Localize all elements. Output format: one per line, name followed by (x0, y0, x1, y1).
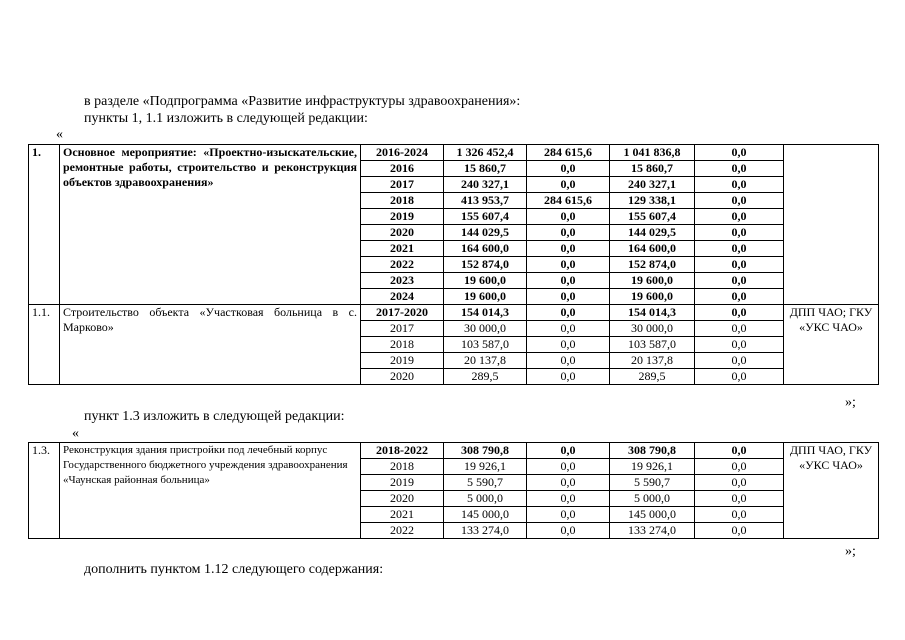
period-cell: 2022 (361, 523, 444, 539)
federal-cell: 0,0 (527, 161, 610, 177)
total-cell: 145 000,0 (444, 507, 527, 523)
measure-name: Реконструкция здания пристройки под лечебный корпус Государственного бюджетного учреждения здравоохранения «Чаунская районная больница» (60, 443, 361, 539)
period-cell: 2016-2024 (361, 145, 444, 161)
period-cell: 2018-2022 (361, 443, 444, 459)
regional-cell: 145 000,0 (610, 507, 695, 523)
federal-cell: 0,0 (527, 241, 610, 257)
period-cell: 2020 (361, 369, 444, 385)
regional-cell: 103 587,0 (610, 337, 695, 353)
table-row (29, 305, 879, 321)
table-row (29, 443, 879, 459)
total-cell: 19 600,0 (444, 273, 527, 289)
regional-cell: 289,5 (610, 369, 695, 385)
federal-cell: 284 615,6 (527, 145, 610, 161)
regional-cell: 1 041 836,8 (610, 145, 695, 161)
period-cell: 2022 (361, 257, 444, 273)
period-cell: 2021 (361, 241, 444, 257)
regional-cell: 15 860,7 (610, 161, 695, 177)
regional-cell: 154 014,3 (610, 305, 695, 321)
row-number: 1.1. (29, 305, 60, 385)
regional-cell: 5 590,7 (610, 475, 695, 491)
total-cell: 154 014,3 (444, 305, 527, 321)
regional-cell: 308 790,8 (610, 443, 695, 459)
other-cell: 0,0 (695, 257, 784, 273)
total-cell: 5 000,0 (444, 491, 527, 507)
other-cell: 0,0 (695, 491, 784, 507)
executor-cell: ДПП ЧАО, ГКУ «УКС ЧАО» (784, 443, 879, 539)
other-cell: 0,0 (695, 353, 784, 369)
period-cell: 2017 (361, 321, 444, 337)
other-cell: 0,0 (695, 161, 784, 177)
total-cell: 15 860,7 (444, 161, 527, 177)
executor-cell: ДПП ЧАО; ГКУ «УКС ЧАО» (784, 305, 879, 385)
period-cell: 2018 (361, 337, 444, 353)
regional-cell: 133 274,0 (610, 523, 695, 539)
mid-line: пункт 1.3 изложить в следующей редакции: (84, 409, 345, 424)
regional-cell: 240 327,1 (610, 177, 695, 193)
period-cell: 2018 (361, 459, 444, 475)
federal-cell: 0,0 (527, 305, 610, 321)
regional-cell: 152 874,0 (610, 257, 695, 273)
federal-cell: 0,0 (527, 459, 610, 475)
regional-cell: 5 000,0 (610, 491, 695, 507)
federal-cell: 284 615,6 (527, 193, 610, 209)
total-cell: 103 587,0 (444, 337, 527, 353)
federal-cell: 0,0 (527, 209, 610, 225)
other-cell: 0,0 (695, 523, 784, 539)
other-cell: 0,0 (695, 459, 784, 475)
other-cell: 0,0 (695, 475, 784, 491)
period-cell: 2016 (361, 161, 444, 177)
total-cell: 5 590,7 (444, 475, 527, 491)
period-cell: 2017-2020 (361, 305, 444, 321)
total-cell: 1 326 452,4 (444, 145, 527, 161)
other-cell: 0,0 (695, 337, 784, 353)
measure-name: Основное мероприятие: «Проектно-изыскательские, ремонтные работы, строительство и реконструкция объектов здравоохранения» (60, 145, 361, 305)
period-cell: 2018 (361, 193, 444, 209)
executor-cell (784, 145, 879, 305)
table-row (29, 145, 879, 161)
close-quote-2: »; (845, 544, 856, 559)
other-cell: 0,0 (695, 177, 784, 193)
regional-cell: 144 029,5 (610, 225, 695, 241)
other-cell: 0,0 (695, 209, 784, 225)
regional-cell: 30 000,0 (610, 321, 695, 337)
other-cell: 0,0 (695, 305, 784, 321)
federal-cell: 0,0 (527, 523, 610, 539)
period-cell: 2020 (361, 225, 444, 241)
total-cell: 308 790,8 (444, 443, 527, 459)
period-cell: 2021 (361, 507, 444, 523)
table-2 (28, 442, 879, 539)
measure-name: Строительство объекта «Участковая больница в с. Марково» (60, 305, 361, 385)
total-cell: 289,5 (444, 369, 527, 385)
regional-cell: 164 600,0 (610, 241, 695, 257)
intro-line-2: пункты 1, 1.1 изложить в следующей редакции: (84, 111, 368, 126)
regional-cell: 19 600,0 (610, 289, 695, 305)
federal-cell: 0,0 (527, 257, 610, 273)
regional-cell: 129 338,1 (610, 193, 695, 209)
federal-cell: 0,0 (527, 337, 610, 353)
row-number: 1. (29, 145, 60, 305)
total-cell: 133 274,0 (444, 523, 527, 539)
federal-cell: 0,0 (527, 475, 610, 491)
total-cell: 155 607,4 (444, 209, 527, 225)
outro-line: дополнить пунктом 1.12 следующего содержания: (84, 562, 384, 577)
period-cell: 2023 (361, 273, 444, 289)
regional-cell: 20 137,8 (610, 353, 695, 369)
regional-cell: 19 926,1 (610, 459, 695, 475)
period-cell: 2020 (361, 491, 444, 507)
federal-cell: 0,0 (527, 353, 610, 369)
open-quote-2: « (72, 426, 79, 441)
federal-cell: 0,0 (527, 507, 610, 523)
federal-cell: 0,0 (527, 443, 610, 459)
total-cell: 19 926,1 (444, 459, 527, 475)
total-cell: 240 327,1 (444, 177, 527, 193)
total-cell: 152 874,0 (444, 257, 527, 273)
federal-cell: 0,0 (527, 321, 610, 337)
other-cell: 0,0 (695, 443, 784, 459)
federal-cell: 0,0 (527, 273, 610, 289)
other-cell: 0,0 (695, 193, 784, 209)
federal-cell: 0,0 (527, 369, 610, 385)
other-cell: 0,0 (695, 369, 784, 385)
total-cell: 413 953,7 (444, 193, 527, 209)
period-cell: 2019 (361, 353, 444, 369)
other-cell: 0,0 (695, 241, 784, 257)
other-cell: 0,0 (695, 289, 784, 305)
other-cell: 0,0 (695, 507, 784, 523)
total-cell: 19 600,0 (444, 289, 527, 305)
open-quote-1: « (56, 127, 63, 142)
total-cell: 164 600,0 (444, 241, 527, 257)
intro-line-1: в разделе «Подпрограмма «Развитие инфраструктуры здравоохранения»: (84, 94, 521, 109)
other-cell: 0,0 (695, 145, 784, 161)
period-cell: 2019 (361, 209, 444, 225)
federal-cell: 0,0 (527, 177, 610, 193)
period-cell: 2017 (361, 177, 444, 193)
federal-cell: 0,0 (527, 491, 610, 507)
other-cell: 0,0 (695, 225, 784, 241)
regional-cell: 19 600,0 (610, 273, 695, 289)
regional-cell: 155 607,4 (610, 209, 695, 225)
federal-cell: 0,0 (527, 289, 610, 305)
other-cell: 0,0 (695, 321, 784, 337)
row-number: 1.3. (29, 443, 60, 539)
period-cell: 2019 (361, 475, 444, 491)
close-quote-1: »; (845, 395, 856, 410)
other-cell: 0,0 (695, 273, 784, 289)
total-cell: 30 000,0 (444, 321, 527, 337)
federal-cell: 0,0 (527, 225, 610, 241)
table-1 (28, 144, 879, 385)
total-cell: 20 137,8 (444, 353, 527, 369)
total-cell: 144 029,5 (444, 225, 527, 241)
period-cell: 2024 (361, 289, 444, 305)
